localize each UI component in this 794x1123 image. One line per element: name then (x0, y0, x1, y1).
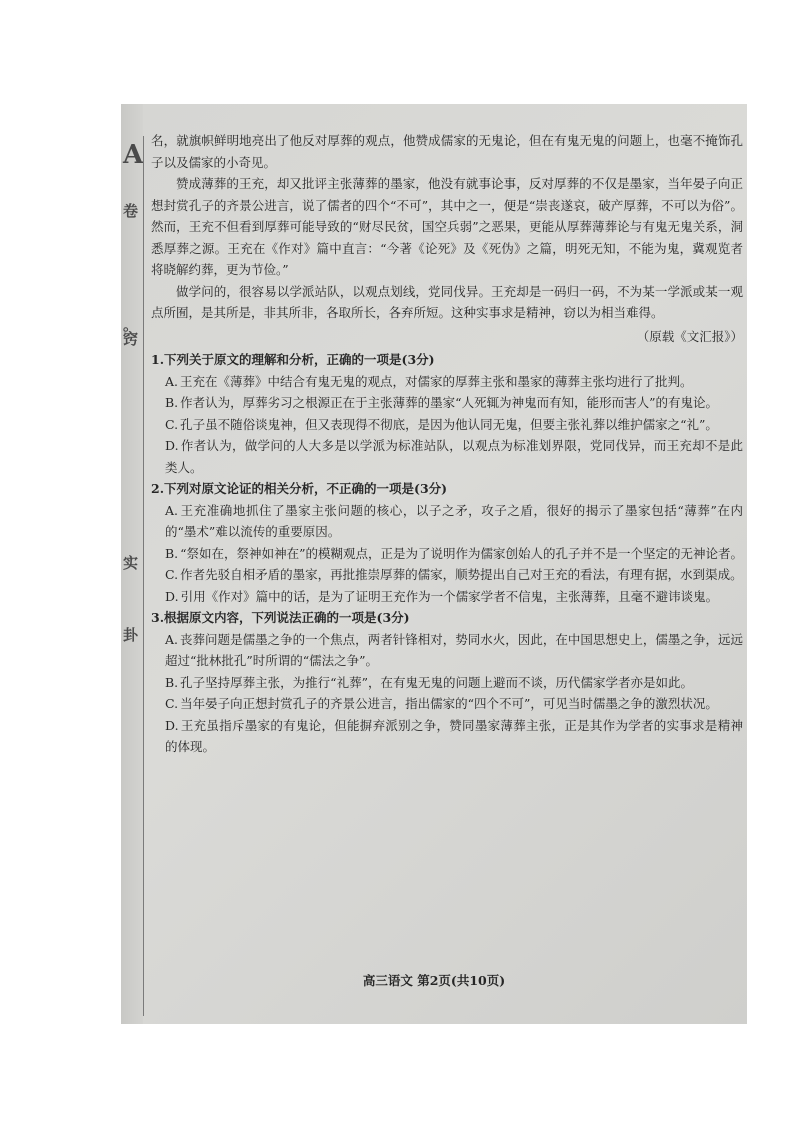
margin-char: 窍 (123, 330, 139, 348)
option-letter: D. (165, 717, 179, 733)
option-letter: A. (165, 631, 179, 647)
option-text: 作者先驳自相矛盾的墨家，再批推崇厚葬的儒家，顺势提出自己对王充的看法，有理有据，水到渠成。 (180, 567, 743, 582)
option-a (165, 500, 743, 543)
margin-rule (143, 136, 144, 1016)
option-c (165, 564, 743, 586)
margin-char: 卦 (123, 626, 139, 644)
option-text: 当年晏子向正想封赏孔子的齐景公进言，指出儒家的“四个不可”，可见当时儒墨之争的激烈状况。 (180, 696, 718, 711)
option-text: 作者认为，做学问的人大多是以学派为标准站队，以观点为标准划界限，党同伐异，而王充却不是此类人。 (165, 438, 743, 475)
question-2 (151, 478, 743, 607)
question-stem: 2.下列对原文论证的相关分析，不正确的一项是(3分) (151, 481, 448, 496)
option-text: “祭如在，祭神如神在”的模糊观点，正是为了说明作为儒家创始人的孔子并不是一个坚定的无神论者。 (180, 545, 743, 561)
option-text: 孔子坚持厚葬主张，为推行“礼葬”，在有鬼无鬼的问题上避而不谈，历代儒家学者亦是如此。 (180, 674, 693, 690)
option-a (165, 629, 743, 672)
page-footer: 高三语文 第2页(共10页) (362, 973, 506, 988)
option-letter: C. (165, 416, 179, 432)
option-c (165, 414, 743, 436)
option-b (165, 392, 743, 414)
option-text: 引用《作对》篇中的话，是为了证明王充作为一个儒家学者不信鬼，主张薄葬，且毫不避讳谈鬼。 (180, 588, 719, 604)
passage-paragraph: 做学问的，很容易以学派站队，以观点划线，党同伐异。王充却是一码归一码，不为某一学派或某一观点所囿，是其所是，非其所非，各取所长，各弃所短。这种实事求是精神，窃以为相当难得。 (151, 283, 743, 320)
option-letter: C. (165, 567, 179, 582)
option-b (165, 672, 743, 694)
photographed-page (121, 104, 747, 1024)
passage-paragraph: 赞成薄葬的王充，却又批评主张薄葬的墨家，他没有就事论事，反对厚葬的不仅是墨家，当年晏子向正想封赏孔子的齐景公进言，说了儒者的四个“不可”，其中之一，便是“崇丧遂哀，破产厚葬，不可以为俗”。然而，王充不但看到厚葬可能导致的“财尽民贫，国空兵弱”之恶果，更能从厚葬薄葬论与有鬼无鬼关系，洞悉厚葬之源。王充在《作对》篇中直言：“今著《论死》及《死伪》之篇，明死无知，不能为鬼，冀观览者将晓解约葬，更为节俭。” (151, 176, 743, 277)
question-1 (151, 349, 743, 478)
option-text: 王充准确地抓住了墨家主张问题的核心，以子之矛，攻子之盾，很好的揭示了墨家包括“薄葬”在内的“墨术”难以流传的重要原因。 (165, 502, 743, 539)
question-stem: 3.根据原文内容，下列说法正确的一项是(3分) (151, 610, 410, 625)
option-a (165, 371, 743, 393)
option-text: 王充在《薄葬》中结合有鬼无鬼的观点，对儒家的厚葬主张和墨家的薄葬主张均进行了批判。 (180, 373, 693, 389)
option-letter: A. (165, 373, 179, 389)
option-d (165, 586, 743, 608)
margin-strip (121, 104, 143, 1024)
page-content (151, 130, 743, 758)
question-stem: 1.下列关于原文的理解和分析，正确的一项是(3分) (151, 352, 435, 367)
option-text: 王充虽指斥墨家的有鬼论，但能摒弃派别之争，赞同墨家薄葬主张，正是其作为学者的实事求是精神的体现。 (165, 717, 743, 754)
passage-paragraph: 名，就旗帜鲜明地亮出了他反对厚葬的观点，他赞成儒家的无鬼论，但在有鬼无鬼的问题上，也毫不掩饰孔子以及儒家的小奇见。 (151, 133, 743, 170)
margin-char: 卷 (123, 202, 139, 220)
option-letter: D. (165, 438, 179, 453)
option-d (165, 715, 743, 758)
option-letter: C. (165, 696, 179, 711)
option-letter: D. (165, 588, 179, 604)
source-citation: （原载《文汇报》） (636, 328, 743, 344)
option-text: 作者认为，厚葬劣习之根源正在于主张薄葬的墨家“人死辄为神鬼而有知，能形而害人”的有鬼论。 (180, 395, 718, 410)
option-letter: A. (165, 502, 179, 518)
question-3 (151, 607, 743, 758)
option-d (165, 435, 743, 478)
margin-char: 。 (123, 316, 139, 334)
option-text: 孔子虽不随俗谈鬼神，但又表现得不彻底，是因为他认同无鬼，但要主张礼葬以维护儒家之“礼”。 (180, 416, 718, 432)
option-letter: B. (165, 545, 179, 561)
option-b (165, 543, 743, 565)
margin-char: A (123, 140, 144, 170)
option-letter: B. (165, 395, 179, 410)
option-text: 丧葬问题是儒墨之争的一个焦点，两者针锋相对，势同水火，因此，在中国思想史上，儒墨之争，远远超过“批林批孔”时所谓的“儒法之争”。 (165, 631, 743, 668)
option-c (165, 693, 743, 715)
margin-char: 实 (123, 554, 139, 572)
option-letter: B. (165, 674, 179, 690)
